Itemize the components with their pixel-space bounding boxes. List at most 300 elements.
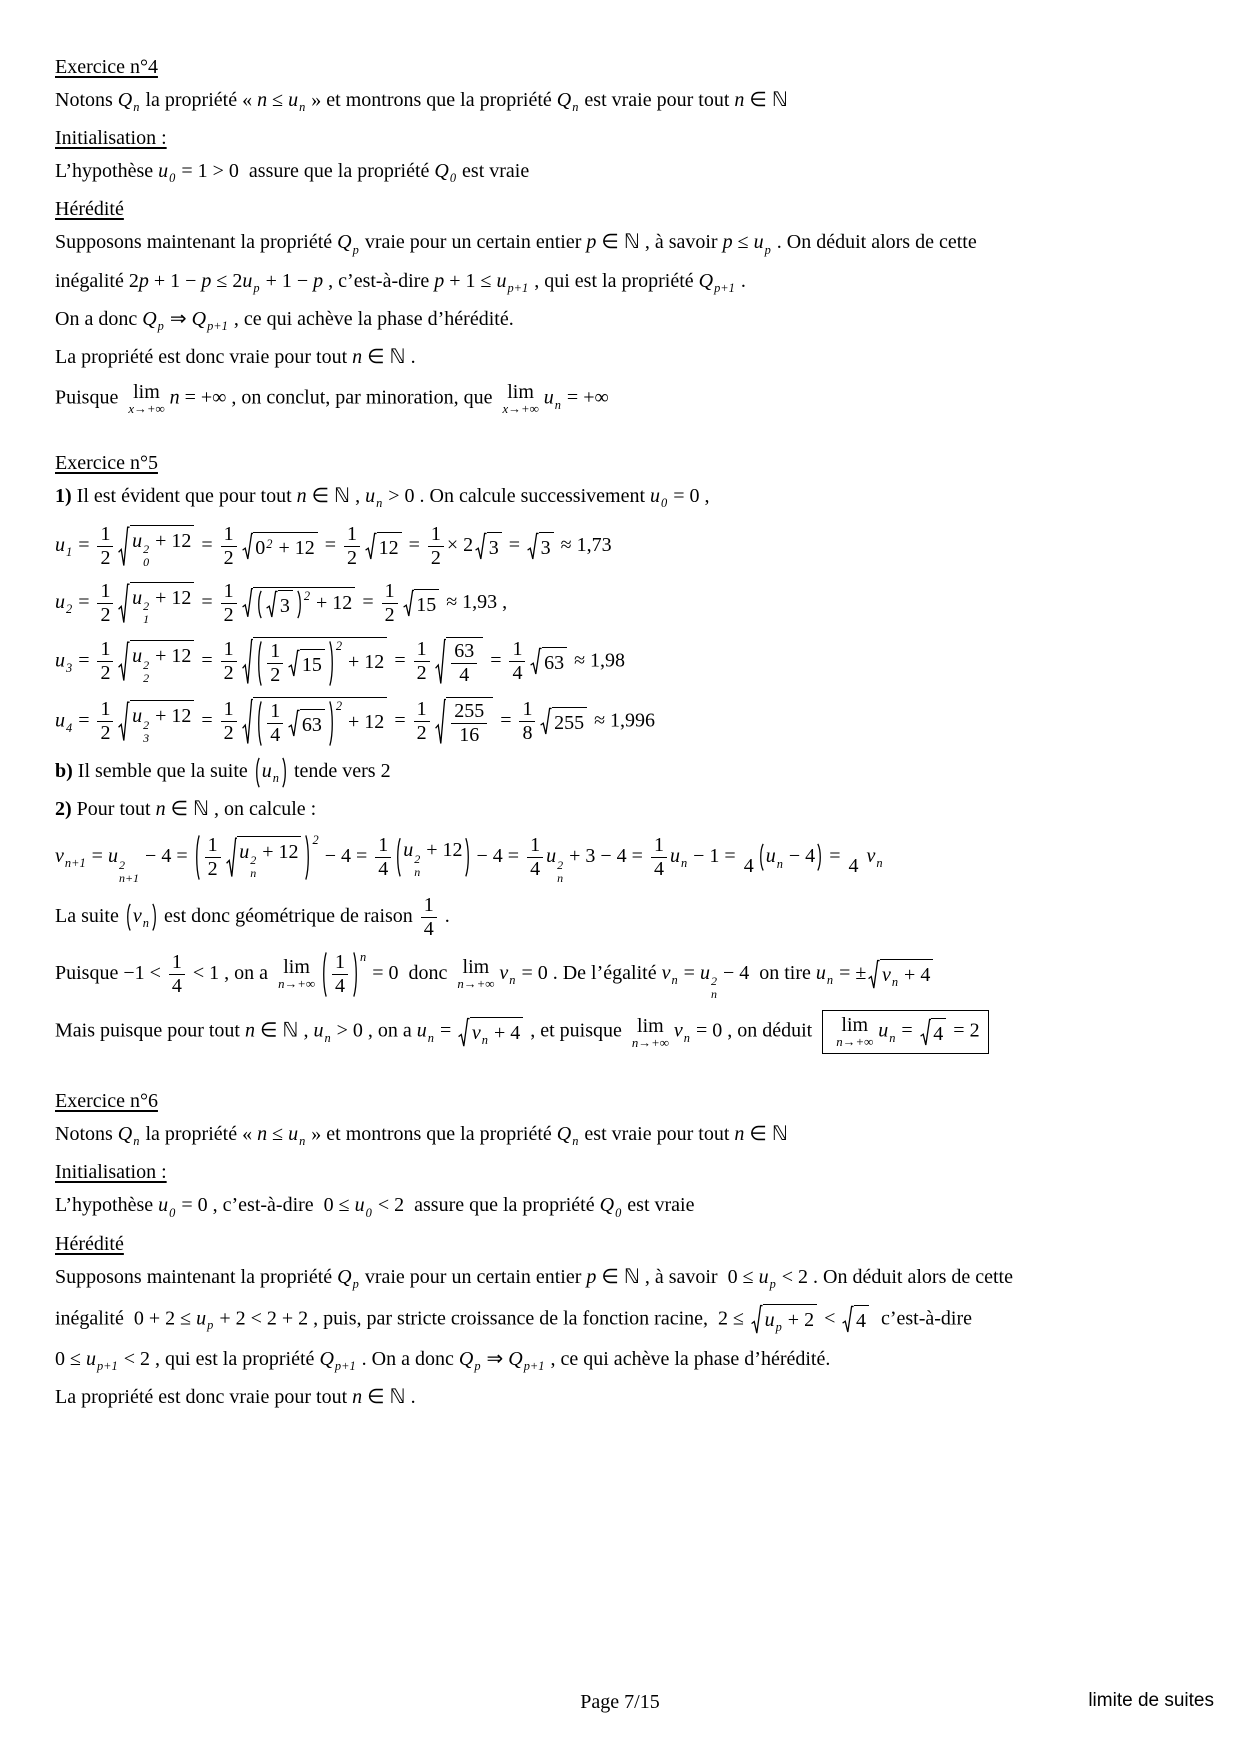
left-paren	[758, 843, 764, 871]
math-variable: n	[245, 1019, 255, 1042]
math-variable: u	[699, 961, 710, 984]
ex6-intro	[55, 1120, 1210, 1151]
text-run: =	[196, 534, 218, 557]
radicand	[931, 1018, 946, 1047]
sup-sub-stack	[143, 543, 149, 568]
ex6-conclusion	[55, 1383, 1210, 1412]
text-run: 1	[416, 638, 427, 661]
ex5-limit-2	[55, 1010, 1210, 1054]
superscript: 2	[143, 717, 150, 732]
limit	[128, 382, 164, 416]
text-run: Supposons maintenant la propriété	[55, 231, 338, 254]
text-run: > 0 , on a	[331, 1019, 417, 1042]
math-variable: n	[734, 89, 745, 111]
text-run: Mais puisque pour tout	[55, 1019, 245, 1042]
text-run: 2	[270, 663, 281, 686]
limit-under: n→+∞	[631, 1035, 669, 1050]
square-root	[242, 532, 318, 561]
text-run: ∈ ℕ .	[362, 345, 416, 368]
fraction	[97, 580, 113, 627]
denominator	[97, 547, 113, 570]
superscript: 2	[335, 698, 343, 713]
parenthesized-group	[125, 903, 158, 931]
math-variable: Q	[191, 307, 207, 330]
radical-sign	[435, 697, 447, 747]
subscript: n	[133, 1134, 140, 1149]
superscript: 2	[143, 542, 150, 557]
radical-sign	[266, 590, 278, 619]
text-run: ∈ ℕ ,	[306, 484, 366, 507]
paren-content	[764, 843, 817, 871]
text-run: 1	[384, 579, 395, 602]
text-run: 15	[301, 653, 322, 676]
text-run: =	[73, 649, 95, 672]
radicand	[300, 709, 325, 738]
text-run: + 1 −	[260, 269, 314, 292]
paren-content	[260, 757, 282, 788]
text-run: 63	[454, 639, 475, 662]
left-paren	[254, 757, 260, 788]
parenthesized-group	[194, 834, 319, 881]
radicand	[539, 532, 554, 561]
fraction	[651, 834, 667, 881]
text-run: 1	[207, 834, 218, 857]
square-root	[242, 697, 388, 747]
numerator	[527, 834, 543, 858]
radicand	[253, 532, 317, 561]
text-run: = 1 > 0 assure que la propriété	[176, 160, 435, 183]
math-variable: Q	[698, 269, 714, 292]
numerator	[421, 894, 437, 918]
denominator	[221, 662, 237, 685]
denominator	[519, 722, 535, 745]
right-paren	[297, 590, 303, 619]
square-root	[540, 707, 587, 736]
fraction	[221, 638, 237, 685]
ex4-heredite	[55, 198, 1210, 221]
text-run: 1	[223, 522, 234, 545]
text-run: =	[73, 534, 95, 557]
text-run: la propriété «	[140, 89, 258, 111]
square-root	[118, 525, 194, 569]
text-run: On a donc	[55, 307, 143, 330]
ex5-geometric	[55, 894, 1210, 941]
ex6-hered-3	[55, 1345, 1210, 1376]
numerator	[519, 698, 535, 722]
limit	[632, 1016, 669, 1050]
square-root	[288, 709, 325, 738]
text-run: 1	[100, 522, 111, 545]
text-run: inégalité 0 + 2 ≤	[55, 1307, 197, 1330]
math-variable: p	[138, 269, 149, 292]
text-run: + 12	[311, 592, 353, 615]
numerator	[169, 951, 185, 975]
math-variable: u	[132, 645, 143, 668]
fraction	[97, 698, 113, 745]
parenthesized-group	[321, 951, 366, 998]
ex5-title	[55, 452, 1210, 475]
fraction	[414, 698, 430, 745]
text-run: − 4	[783, 845, 816, 868]
ex4-init-text	[55, 157, 1210, 188]
math-variable: u	[55, 649, 65, 672]
text-run: 1	[223, 638, 234, 661]
math-variable: v	[661, 961, 671, 984]
text-run: =	[495, 709, 517, 732]
limit	[836, 1015, 873, 1049]
subscript: n	[133, 100, 140, 115]
subscript: n	[324, 1031, 331, 1046]
radicand	[130, 640, 194, 684]
square-root	[288, 649, 325, 678]
radical-sign	[530, 647, 542, 676]
subscript: p+1	[714, 280, 735, 295]
square-root	[118, 700, 194, 744]
subscript: n	[250, 866, 257, 881]
subscript: 1	[143, 612, 150, 627]
numerator	[375, 834, 391, 858]
limit-under: x→+∞	[502, 401, 539, 416]
text-run: Exercice n°6	[55, 1090, 158, 1113]
subscript: p	[769, 1276, 776, 1291]
left-paren	[256, 590, 262, 619]
ex5-u4	[55, 697, 1210, 747]
text-run: ∈ ℕ	[744, 1123, 788, 1146]
subscript: 3	[66, 660, 73, 675]
text-run: est vraie	[622, 1194, 695, 1217]
text-run: Puisque	[55, 386, 124, 409]
ex4-hered-3	[55, 305, 1210, 336]
denominator	[97, 662, 113, 685]
text-run: , qui est la propriété	[529, 269, 699, 292]
text-run: + 12	[150, 705, 192, 728]
text-run: =	[824, 845, 846, 868]
radical-sign	[475, 532, 487, 561]
math-variable: Q	[337, 1265, 352, 1288]
text-run: ∈ ℕ , à savoir	[596, 231, 723, 254]
math-variable: u	[365, 484, 376, 507]
subscript: p	[764, 242, 771, 257]
ex6-title	[55, 1090, 1210, 1113]
text-run: 4	[459, 663, 470, 686]
subscript: n	[776, 856, 783, 871]
numerator	[414, 638, 430, 662]
subscript: 0	[615, 1205, 622, 1220]
denominator	[421, 918, 437, 941]
text-run: 4	[378, 858, 389, 881]
text-run: =	[86, 845, 108, 868]
text-run: 12	[378, 536, 399, 559]
square-root	[365, 532, 402, 561]
text-run: 1	[270, 639, 281, 662]
text-run: + 1 ≤	[444, 269, 497, 292]
text-run: .	[735, 269, 746, 292]
superscript: 2	[335, 638, 343, 653]
math-variable: v	[673, 1019, 683, 1042]
text-run: 2	[223, 662, 234, 685]
radicand	[130, 582, 194, 626]
subscript: p	[352, 242, 359, 257]
radical-sign	[540, 707, 552, 736]
subscript: 0	[169, 171, 176, 186]
subscript: n	[427, 1031, 434, 1046]
math-variable: v	[471, 1021, 481, 1044]
limit-word: lim	[133, 380, 160, 403]
right-paren	[305, 834, 311, 881]
radicand	[446, 697, 493, 747]
square-root	[403, 589, 440, 618]
sup-sub-stack	[119, 859, 139, 884]
ex4-intro	[55, 86, 1210, 117]
radicand	[487, 532, 502, 561]
text-run: 1	[335, 950, 346, 973]
math-variable: n	[352, 345, 363, 368]
text-run: Notons	[55, 1123, 118, 1146]
text-run: 4	[335, 974, 346, 997]
limit	[457, 957, 494, 991]
square-root	[868, 959, 933, 990]
text-run: 2	[223, 603, 234, 626]
sup-sub-stack	[143, 719, 149, 744]
math-variable: u	[55, 709, 65, 732]
math-variable: u	[132, 586, 143, 609]
denominator	[332, 975, 348, 998]
left-paren	[395, 837, 401, 878]
radicand	[300, 649, 325, 678]
text-run: 2	[347, 546, 357, 569]
fraction	[509, 638, 525, 685]
text-run: 2	[100, 722, 111, 745]
subscript: n	[299, 1134, 306, 1149]
subscript: 0	[143, 555, 150, 570]
text-run: 2	[430, 546, 441, 569]
text-run: , c’est-à-dire	[323, 269, 435, 292]
denominator	[344, 547, 360, 570]
radicand	[130, 525, 194, 569]
paren-content	[262, 590, 297, 619]
fraction	[221, 580, 237, 627]
radicand	[237, 836, 301, 880]
subscript: n	[891, 974, 899, 989]
radicand	[253, 637, 387, 687]
text-run: Hérédité	[55, 198, 124, 221]
subscript: p	[775, 1320, 782, 1335]
text-run: 2	[223, 546, 234, 569]
subscript: n	[376, 495, 383, 510]
text-run: 16	[459, 723, 480, 746]
radicand	[414, 589, 439, 618]
square-root	[435, 697, 494, 747]
text-run: Initialisation :	[55, 127, 167, 150]
text-run: ≤	[267, 89, 289, 111]
text-run: − 4 =	[140, 845, 193, 868]
math-variable: Q	[599, 1194, 615, 1217]
text-run: . On déduit alors de cette	[771, 231, 977, 254]
denominator	[382, 604, 398, 627]
radical-sign	[435, 637, 447, 687]
fraction	[382, 580, 398, 627]
fraction	[97, 638, 113, 685]
limit	[502, 382, 538, 416]
superscript: n	[360, 949, 367, 964]
document-content	[55, 46, 1210, 1419]
math-variable: Q	[458, 1348, 474, 1371]
fraction	[97, 523, 113, 570]
text-run: 4	[171, 974, 182, 997]
sup-sub-stack	[143, 659, 149, 684]
text-run: L’hypothèse	[55, 1194, 159, 1217]
text-run: ≤	[732, 231, 754, 254]
math-variable: Q	[434, 160, 449, 183]
text-run: 1	[100, 579, 111, 602]
boxed-result	[822, 1010, 988, 1054]
radicand	[278, 590, 293, 619]
text-run: =	[389, 649, 411, 672]
math-variable: v	[881, 963, 891, 986]
fraction	[344, 523, 360, 570]
denominator	[456, 664, 472, 687]
text-run: + 12	[257, 840, 299, 863]
text-run: 2	[384, 603, 395, 626]
radical-sign	[403, 589, 415, 618]
text-run: Initialisation :	[55, 1161, 167, 1184]
text-run: =	[357, 591, 379, 614]
text-run: =	[678, 961, 700, 984]
limit-word: lim	[637, 1014, 664, 1037]
subscript: n	[572, 1134, 579, 1149]
text-run: La propriété est donc vraie pour tout	[55, 345, 353, 368]
text-run: 0 ≤	[55, 1348, 86, 1371]
superscript: 2	[557, 857, 564, 872]
text-run: 2	[100, 546, 111, 569]
text-run: 63	[301, 713, 322, 736]
math-variable: u	[242, 269, 253, 292]
text-run: =	[485, 649, 507, 672]
radicand	[552, 707, 587, 736]
radicand	[880, 959, 933, 990]
text-run: = 0 ,	[668, 484, 710, 507]
fraction	[414, 638, 430, 685]
text-run: 1	[223, 698, 234, 721]
square-root	[530, 647, 567, 676]
text-run: est vraie pour tout	[579, 1123, 735, 1146]
right-paren	[465, 837, 471, 878]
square-root	[242, 587, 356, 619]
subscript: p	[352, 1276, 359, 1291]
parenthesized-group	[758, 843, 823, 871]
text-run: c’est-à-dire	[870, 1307, 972, 1330]
text-run: 4	[423, 917, 434, 940]
text-run: 255	[454, 699, 485, 722]
text-run: + 12	[343, 651, 385, 674]
right-paren	[329, 700, 335, 747]
sup-sub-stack	[250, 854, 256, 879]
text-run: =	[389, 709, 411, 732]
subscript: 0	[365, 1205, 372, 1220]
math-variable: Q	[556, 1123, 572, 1146]
math-variable: p	[201, 269, 212, 292]
square-root	[242, 637, 388, 687]
text-run: ∈ ℕ ,	[255, 1019, 314, 1042]
math-variable: u	[669, 845, 680, 868]
math-variable: n	[734, 1123, 745, 1146]
denominator	[169, 975, 185, 998]
math-variable: n	[169, 386, 180, 409]
radicand	[763, 1304, 817, 1335]
ex6-initialisation	[55, 1161, 1210, 1184]
numerator	[509, 638, 525, 662]
text-run: 1	[423, 893, 434, 916]
numerator	[205, 834, 221, 858]
text-run: 2	[100, 603, 111, 626]
limit	[278, 957, 315, 991]
text-run: , et puisque	[525, 1019, 627, 1042]
subscript: n	[509, 973, 516, 988]
text-run: , ce qui achève la phase d’hérédité.	[545, 1348, 831, 1371]
radical-sign	[118, 582, 130, 626]
text-run: 255	[554, 712, 585, 735]
denominator	[205, 858, 221, 881]
numerator	[451, 640, 477, 664]
radical-sign	[868, 959, 880, 990]
subscript: n	[826, 973, 834, 988]
limit-under: n→+∞	[278, 977, 316, 992]
text-run: ⇒	[164, 307, 192, 330]
square-root	[118, 640, 194, 684]
text-run: + 12	[273, 536, 315, 559]
radical-sign	[118, 640, 130, 684]
text-run: =	[196, 591, 218, 614]
math-variable: u	[239, 840, 250, 863]
text-run: 4	[530, 858, 541, 881]
math-variable: Q	[117, 1123, 133, 1146]
numerator	[382, 580, 398, 604]
lowered-denominator: 4	[743, 855, 754, 878]
math-variable: n	[296, 484, 307, 507]
subscript: n	[572, 100, 579, 115]
fraction	[421, 894, 437, 941]
numerator	[651, 834, 667, 858]
math-variable: Q	[337, 231, 352, 254]
radical-sign	[458, 1017, 470, 1048]
left-paren	[256, 700, 262, 747]
radicand	[130, 700, 194, 744]
text-run: Exercice n°4	[55, 56, 158, 78]
math-variable: Q	[319, 1348, 334, 1371]
text-run: − 1 =	[688, 845, 741, 868]
bold-text: b)	[55, 760, 73, 783]
fraction	[451, 700, 487, 747]
square-root	[751, 1304, 817, 1335]
text-run: 1	[512, 638, 523, 661]
text-run: + 12	[150, 529, 192, 552]
sup-sub-stack	[143, 600, 149, 625]
numerator	[97, 698, 113, 722]
text-run: 1	[522, 698, 533, 721]
square-root	[920, 1018, 947, 1047]
text-run: =	[73, 709, 95, 732]
fraction	[267, 640, 283, 687]
ex6-hered-1	[55, 1263, 1210, 1294]
radical-sign	[920, 1018, 932, 1047]
lowered-denominator: 4	[848, 855, 859, 878]
text-run: + 12	[421, 839, 463, 862]
left-paren	[125, 903, 131, 931]
radical-sign	[365, 532, 377, 561]
text-run: = 0 donc	[367, 961, 453, 984]
fraction	[451, 640, 477, 687]
numerator	[451, 700, 487, 724]
